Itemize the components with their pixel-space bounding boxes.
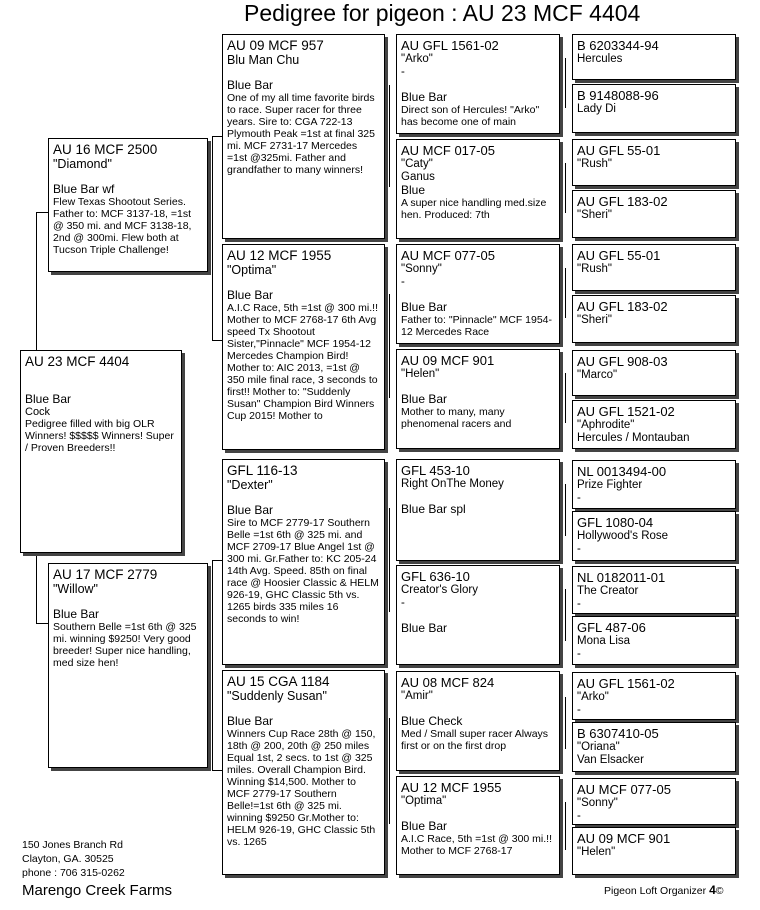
great-grandparent-box xyxy=(396,776,560,875)
ancestor-box xyxy=(572,778,736,825)
ancestor-box xyxy=(572,566,736,614)
connector-line xyxy=(565,589,566,641)
bird-extra: - xyxy=(577,704,581,716)
bird-name: Creator's Glory xyxy=(401,584,478,596)
bird-name: "Aphrodite" xyxy=(577,419,635,431)
bird-notes: Direct son of Hercules! "Arko" has become one of main xyxy=(401,104,540,128)
bird-extra: Van Elsacker xyxy=(577,754,644,766)
bird-name: "Amir" xyxy=(401,690,433,702)
bird-extra: Ganus xyxy=(401,171,435,183)
bird-name: Prize Fighter xyxy=(577,479,643,491)
great-grandparent-box xyxy=(396,565,560,665)
bird-extra: - xyxy=(401,276,405,288)
bird-color: Blue Bar xyxy=(227,503,274,517)
bird-name: Blu Man Chu xyxy=(227,53,300,67)
bird-color: Blue Bar xyxy=(227,714,274,728)
bird-notes: Flew Texas Shootout Series. Father to: MCF 3137-18, =1st @ 350 mi. and MCF 3138-18, 2nd @ 300mi. Flew both at Tucson Triple Challenge! xyxy=(53,196,192,256)
connector-line xyxy=(36,623,48,624)
bird-color: Blue Bar xyxy=(227,288,274,302)
bird-color: Blue Bar xyxy=(25,392,72,406)
connector-line xyxy=(565,268,566,318)
ancestor-box xyxy=(572,34,736,80)
connector-line xyxy=(389,508,390,612)
bird-color: Blue Bar xyxy=(401,819,448,833)
bird-color: Blue xyxy=(401,183,426,197)
great-grandparent-box xyxy=(396,349,560,449)
program-version: 4 xyxy=(709,883,716,897)
bird-band: AU 09 MCF 901 xyxy=(577,831,671,846)
ancestor-box xyxy=(572,295,736,343)
bird-extra: - xyxy=(577,598,581,610)
bird-notes: A super nice handling med.size hen. Produced: 7th xyxy=(401,197,547,221)
bird-name: "Rush" xyxy=(577,158,613,170)
bird-color: Blue Bar spl xyxy=(401,502,466,516)
bird-name: "Arko" xyxy=(401,53,433,65)
connector-line xyxy=(565,484,566,536)
bird-name: "Willow" xyxy=(53,582,98,596)
connector-line xyxy=(212,136,222,137)
ancestor-box xyxy=(572,722,736,772)
bird-name: Lady Di xyxy=(577,103,616,115)
grandparent-box xyxy=(222,34,385,239)
bird-name: "Sonny" xyxy=(401,263,442,275)
bird-band: AU 17 MCF 2779 xyxy=(53,567,158,582)
connector-line xyxy=(212,770,222,771)
bird-extra: - xyxy=(577,492,581,504)
bird-band: B 6203344-94 xyxy=(577,38,659,53)
bird-name: "Helen" xyxy=(401,368,440,380)
great-grandparent-box xyxy=(396,459,560,561)
bird-extra: Hercules / Montauban xyxy=(577,432,690,444)
bird-band: AU 15 CGA 1184 xyxy=(227,674,330,689)
bird-name: Right OnThe Money xyxy=(401,478,504,490)
connector-line xyxy=(565,163,566,213)
ancestor-box xyxy=(572,350,736,396)
connector-line xyxy=(389,294,390,398)
connector-line xyxy=(565,697,566,749)
ancestor-box xyxy=(572,244,736,291)
bird-band: AU 09 MCF 901 xyxy=(401,353,495,368)
bird-band: AU MCF 077-05 xyxy=(577,782,671,797)
phone-number: phone : 706 315-0262 xyxy=(22,867,125,879)
dam-box xyxy=(48,563,208,768)
bird-band: B 6307410-05 xyxy=(577,726,659,741)
connector-line xyxy=(389,718,390,824)
bird-band: AU GFL 1561-02 xyxy=(577,676,675,691)
program-credit xyxy=(604,884,724,897)
bird-name: "Helen" xyxy=(577,846,616,858)
bird-color: Blue Bar xyxy=(227,78,274,92)
bird-name: "Arko" xyxy=(577,691,609,703)
connector-line xyxy=(212,560,222,561)
bird-band: AU 08 MCF 824 xyxy=(401,675,495,690)
bird-band: AU 12 MCF 1955 xyxy=(227,248,332,263)
great-grandparent-box xyxy=(396,139,560,239)
connector-line xyxy=(565,373,566,423)
ancestor-box xyxy=(572,139,736,186)
bird-band: AU GFL 55-01 xyxy=(577,143,661,158)
address-line-2: Clayton, GA. 30525 xyxy=(22,853,114,865)
bird-band: GFL 636-10 xyxy=(401,569,470,584)
great-grandparent-box xyxy=(396,244,560,344)
bird-band: B 9148088-96 xyxy=(577,88,659,103)
bird-name: The Creator xyxy=(577,585,639,597)
ancestor-box xyxy=(572,511,736,561)
bird-band: GFL 487-06 xyxy=(577,620,646,635)
bird-notes: Father to: "Pinnacle" MCF 1954-12 Mercedes Race xyxy=(401,314,553,338)
ancestor-box xyxy=(572,84,736,133)
bird-name: "Suddenly Susan" xyxy=(227,689,327,703)
bird-band: AU GFL 55-01 xyxy=(577,248,661,263)
ancestor-box xyxy=(572,672,736,720)
program-name: Pigeon Loft Organizer xyxy=(604,885,707,897)
bird-name: "Sheri" xyxy=(577,209,613,221)
grandparent-box xyxy=(222,459,385,665)
bird-name: Hollywood's Rose xyxy=(577,530,669,542)
bird-band: AU 12 MCF 1955 xyxy=(401,780,502,795)
address-line-1: 150 Jones Branch Rd xyxy=(22,839,123,851)
grandparent-box xyxy=(222,670,385,875)
bird-name: Mona Lisa xyxy=(577,635,631,647)
bird-color: Blue Bar xyxy=(401,300,448,314)
bird-extra: - xyxy=(401,597,405,609)
bird-extra: - xyxy=(577,810,581,822)
bird-name: "Rush" xyxy=(577,263,613,275)
bird-name: "Marco" xyxy=(577,369,618,381)
connector-line xyxy=(36,553,37,623)
bird-color: Blue Check xyxy=(401,714,463,728)
bird-name: "Optima" xyxy=(227,263,277,277)
bird-band: GFL 116-13 xyxy=(227,463,298,478)
connector-line xyxy=(36,212,37,350)
bird-band: AU 16 MCF 2500 xyxy=(53,142,158,157)
subject-bird-box xyxy=(20,350,182,553)
connector-line xyxy=(565,802,566,850)
connector-line xyxy=(565,58,566,108)
bird-band: NL 0182011-01 xyxy=(577,570,666,585)
bird-name: "Dexter" xyxy=(227,478,273,492)
farm-name: Marengo Creek Farms xyxy=(22,882,173,899)
connector-line xyxy=(212,340,222,341)
great-grandparent-box xyxy=(396,34,560,134)
bird-color: Blue Bar xyxy=(401,392,448,406)
ancestor-box xyxy=(572,616,736,665)
great-grandparent-box xyxy=(396,671,560,771)
ancestor-box xyxy=(572,400,736,449)
bird-notes: Pedigree filled with big OLR Winners! $$$$$ Winners! Super / Proven Breeders!! xyxy=(25,418,174,454)
bird-sex: Cock xyxy=(25,406,51,418)
bird-band: AU GFL 908-03 xyxy=(577,354,668,369)
bird-band: AU MCF 077-05 xyxy=(401,248,495,263)
bird-extra: - xyxy=(577,543,581,555)
ancestor-box xyxy=(572,190,736,238)
bird-band: AU 23 MCF 4404 xyxy=(25,354,130,369)
ancestor-box xyxy=(572,460,736,509)
bird-name: "Optima" xyxy=(401,795,447,807)
bird-name: "Sonny" xyxy=(577,797,618,809)
bird-band: AU 09 MCF 957 xyxy=(227,38,324,53)
bird-notes: Med / Small super racer Always first or on the first drop xyxy=(401,728,549,752)
bird-notes: A.I.C Race, 5th =1st @ 300 mi.!! Mother to MCF 2768-17 6th Avg speed Tx Shootout Sister,"Pinnacle" MCF 1954-12 Mercedes Champion Bird! Mother to: AIC 2013, =1st @ 350 mile final race, 3 seconds to first!! Mother to: "Suddenly Susan" Champion Bird Winners Cup 2015! Mother to xyxy=(227,302,379,422)
footer-address xyxy=(22,838,125,880)
bird-color: Blue Bar xyxy=(53,607,100,621)
bird-band: NL 0013494-00 xyxy=(577,464,667,479)
connector-line xyxy=(389,85,390,187)
bird-band: AU GFL 1521-02 xyxy=(577,404,675,419)
grandparent-box xyxy=(222,244,385,450)
bird-extra: - xyxy=(401,66,405,78)
bird-extra: - xyxy=(577,648,581,660)
bird-band: AU GFL 183-02 xyxy=(577,194,668,209)
bird-band: AU GFL 183-02 xyxy=(577,299,668,314)
bird-band: AU GFL 1561-02 xyxy=(401,38,499,53)
connector-line xyxy=(212,136,213,340)
bird-name: "Caty" xyxy=(401,158,433,170)
bird-color: Blue Bar xyxy=(401,90,448,104)
copyright-symbol: © xyxy=(715,885,724,897)
bird-notes: Southern Belle =1st 6th @ 325 mi. winning $9250! Very good breeder! Super nice handling, med size hen! xyxy=(53,621,197,669)
sire-box xyxy=(48,138,208,272)
bird-band: GFL 1080-04 xyxy=(577,515,654,530)
bird-band: AU MCF 017-05 xyxy=(401,143,495,158)
bird-name: "Oriana" xyxy=(577,741,620,753)
page-title: Pedigree for pigeon : AU 23 MCF 4404 xyxy=(244,0,641,26)
bird-color: Blue Bar wf xyxy=(53,182,115,196)
bird-notes: Winners Cup Race 28th @ 150, 18th @ 200, 20th @ 250 miles Equal 1st, 2 secs. to 1st @ 325 miles. Overall Champion Bird. Winning $14,500. Mother to MCF 2779-17 Southern Belle!=1st 6th @ 325 mi. winning $9250 Gr.Mother to: HELM 926-19, GHC Classic 5th vs. 1265 xyxy=(227,728,376,848)
bird-name: Hercules xyxy=(577,53,623,65)
bird-name: "Sheri" xyxy=(577,314,613,326)
bird-notes: Sire to MCF 2779-17 Southern Belle =1st 6th @ 325 mi. and MCF 2709-17 Blue Angel 1st @ 300 mi. Gr.Father to: KC 205-24 14th Avg. Speed. 85th on final race @ Hoosier Classic & HELM 926-19, GHC Classic 5th vs. 1265 birds 335 miles 16 seconds to win! xyxy=(227,517,379,625)
bird-notes: A.I.C Race, 5th =1st @ 300 mi.!! Mother to MCF 2768-17 xyxy=(401,833,553,857)
ancestor-box xyxy=(572,827,736,875)
connector-line xyxy=(212,560,213,770)
bird-color: Blue Bar xyxy=(401,621,448,635)
bird-notes: Mother to many, many phenomenal racers and xyxy=(401,406,512,430)
bird-name: "Diamond" xyxy=(53,157,112,171)
bird-band: GFL 453-10 xyxy=(401,463,470,478)
connector-line xyxy=(36,212,48,213)
bird-notes: One of my all time favorite birds to race. Super racer for three years. Sire to: CGA 722-13 Plymouth Peak =1st at final 325 mi. MCF 2731-17 Mercedes =1st @325mi. Father and grandfather to many winners! xyxy=(227,92,375,176)
